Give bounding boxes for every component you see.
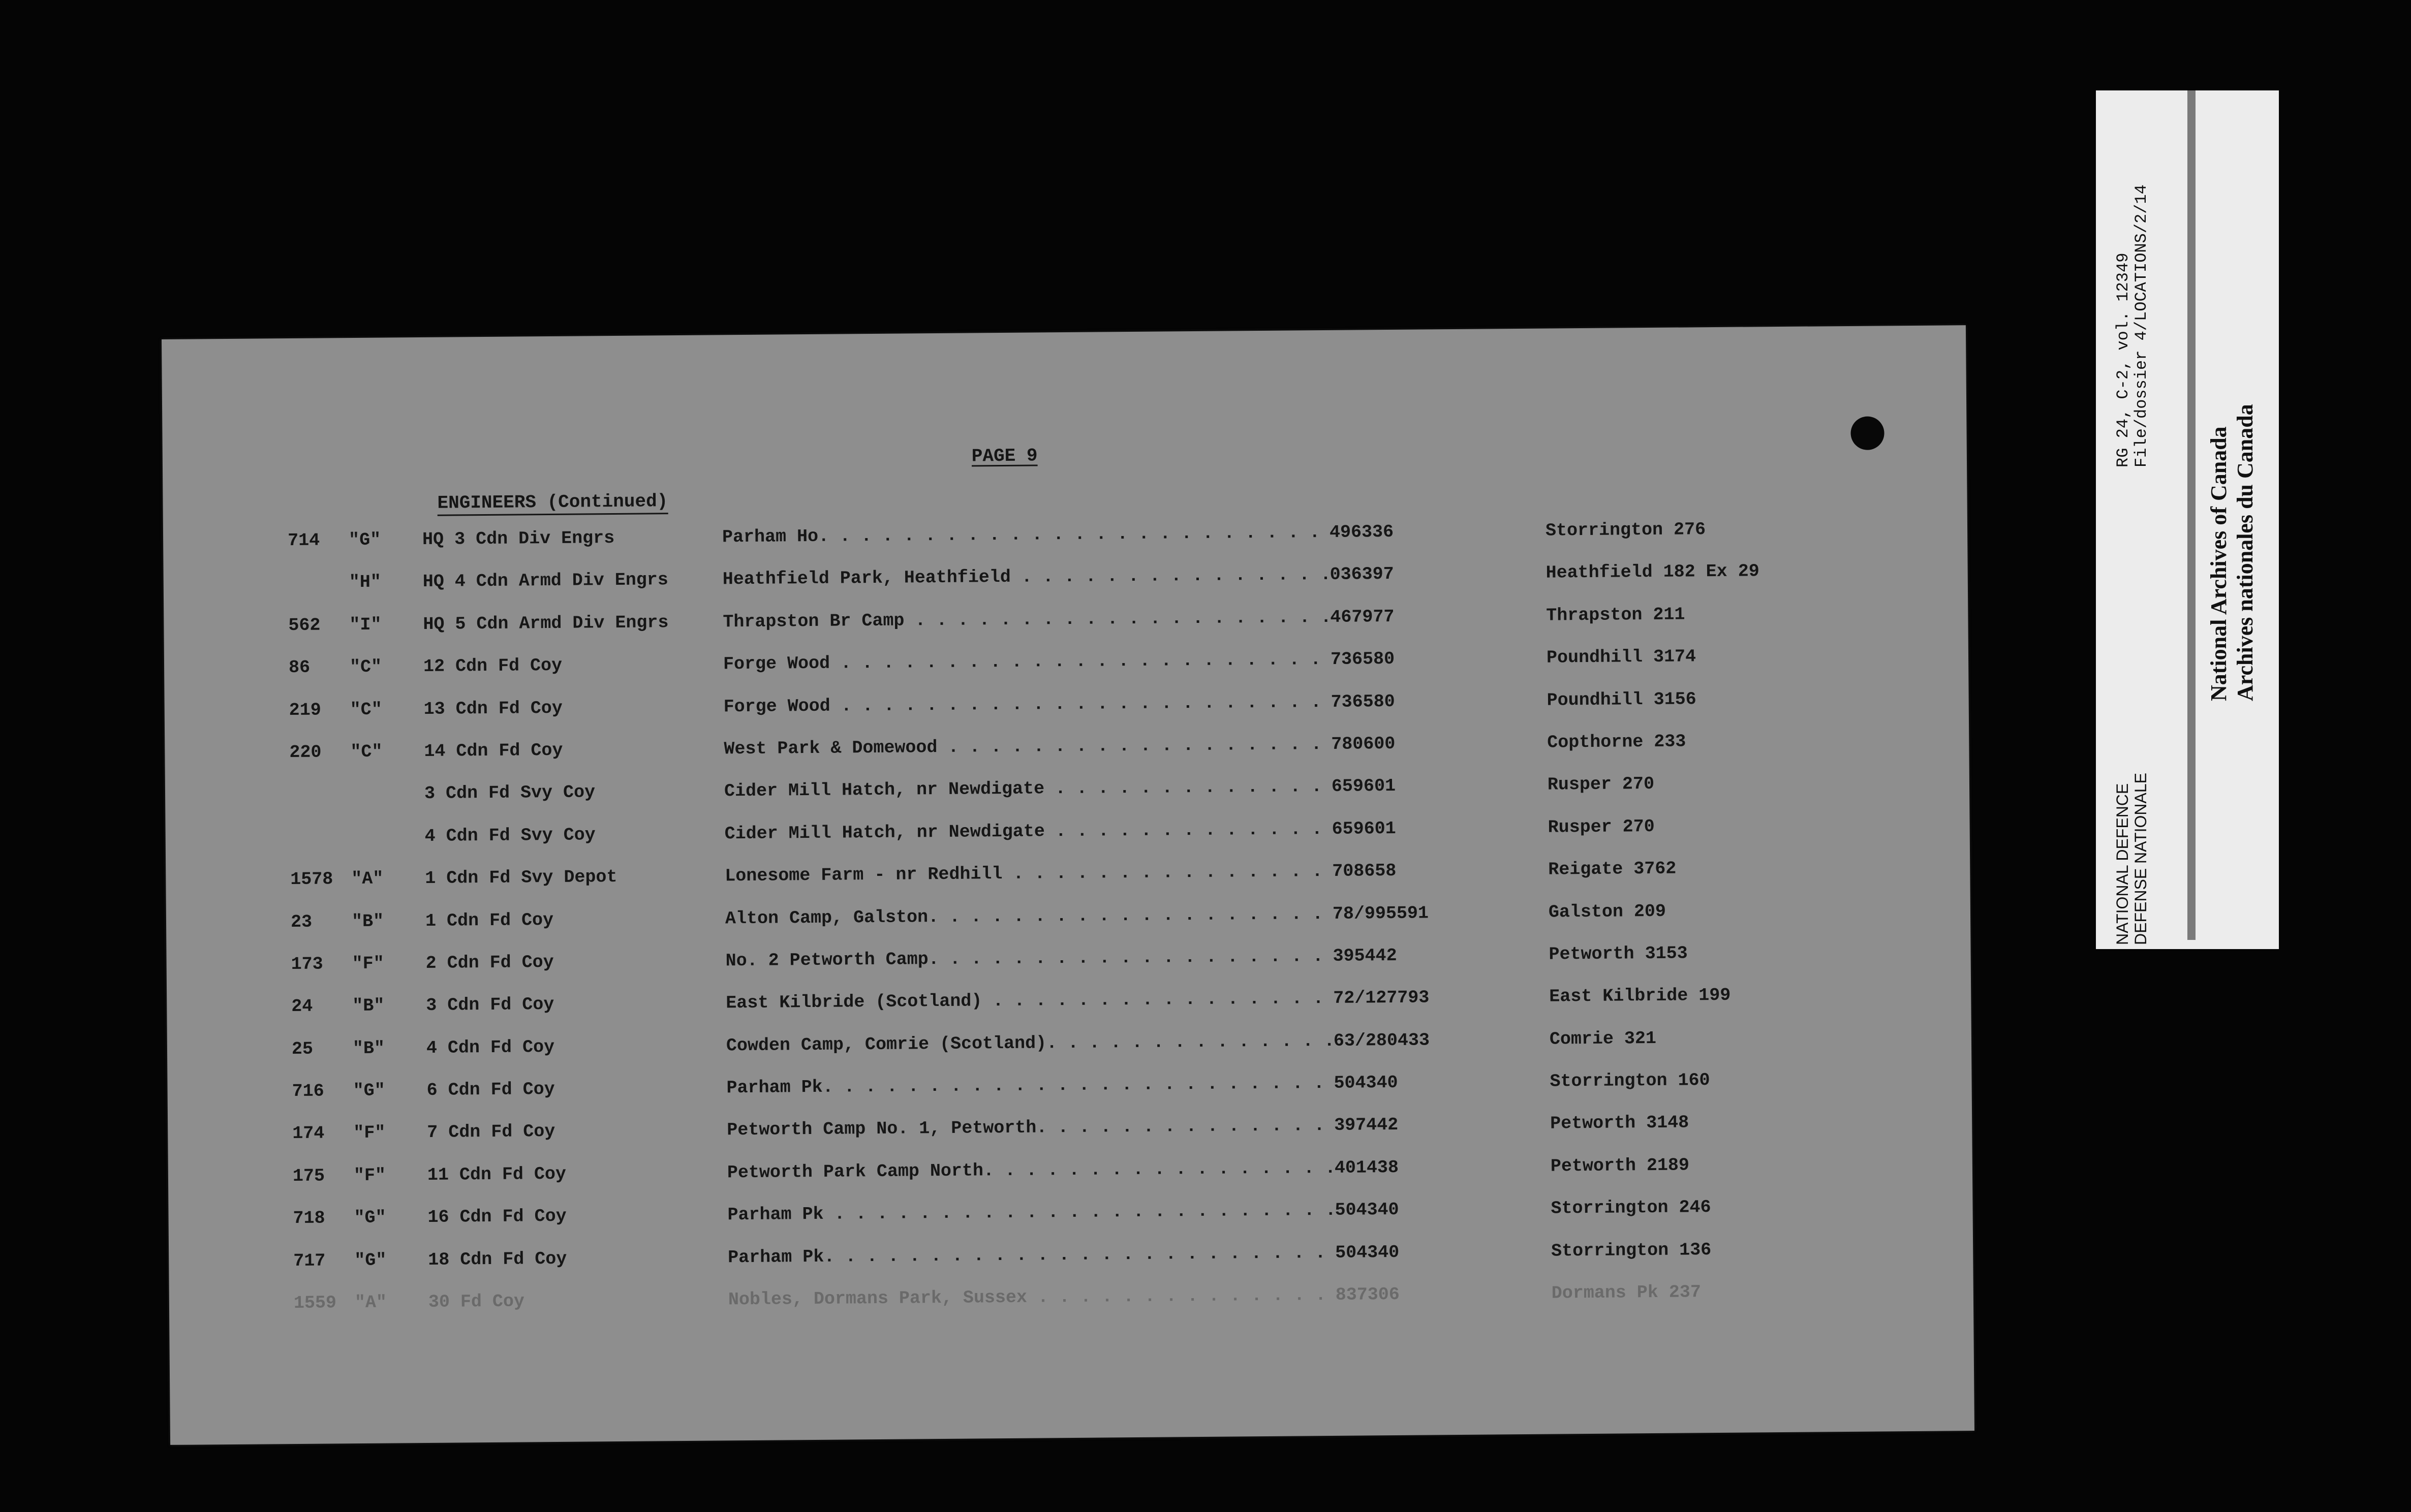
location: Parham Pk. . . . [726, 1073, 1334, 1098]
unit-name: 13 Cdn Fd Coy [423, 698, 563, 719]
map-reference: 736580 [1330, 649, 1395, 670]
telephone: Rusper 270 [1547, 774, 1655, 795]
telephone: Storrington 160 [1550, 1070, 1710, 1092]
unit-number: 220 [289, 742, 322, 763]
unit-name: 16 Cdn Fd Coy [427, 1206, 567, 1228]
document-sheet [162, 325, 1974, 1445]
location: Forge Wood . . . [723, 649, 1331, 674]
telephone: Reigate 3762 [1548, 858, 1677, 880]
map-reference: 504340 [1335, 1200, 1399, 1221]
map-reference: 504340 [1334, 1073, 1398, 1094]
unit-name: 6 Cdn Fd Coy [426, 1079, 555, 1101]
unit-code: "C" [350, 741, 383, 763]
location: Cowden Camp, Comrie (Scotland). . . . [726, 1031, 1334, 1056]
archives-name [2206, 404, 2259, 701]
unit-code: "G" [353, 1080, 385, 1101]
location: Parham Ho. . . . [722, 522, 1330, 547]
location: Parham Pk. . . . [728, 1243, 1335, 1268]
telephone: Petworth 3153 [1549, 943, 1688, 965]
telephone: Poundhill 3174 [1546, 646, 1696, 668]
map-reference: 395442 [1333, 945, 1397, 966]
unit-name: 12 Cdn Fd Coy [423, 655, 563, 677]
unit-name: 14 Cdn Fd Coy [424, 740, 563, 762]
unit-name: HQ 3 Cdn Div Engrs [422, 528, 615, 550]
reference-volume: RG 24, C-2, vol. 12349 [2114, 253, 2132, 467]
unit-code: "B" [352, 1038, 385, 1059]
location: Forge Wood . . . [724, 692, 1331, 717]
unit-location-list [163, 517, 1973, 1336]
unit-code: "B" [351, 911, 384, 932]
unit-name: 1 Cdn Fd Coy [425, 909, 554, 931]
map-reference: 63/280433 [1333, 1030, 1430, 1051]
telephone: Galston 209 [1548, 901, 1666, 923]
department-stamp [2113, 773, 2150, 945]
archives-name-fr: Archives nationales du Canada [2233, 404, 2258, 701]
unit-name: 1 Cdn Fd Svy Depot [425, 867, 617, 889]
unit-name: HQ 5 Cdn Armd Div Engrs [423, 612, 669, 635]
unit-name: 18 Cdn Fd Coy [428, 1248, 567, 1270]
unit-code: "H" [349, 572, 381, 593]
unit-code: "F" [353, 1123, 386, 1144]
unit-number: 716 [292, 1081, 324, 1102]
telephone: Storrington 136 [1551, 1239, 1712, 1262]
unit-code: "G" [348, 529, 381, 551]
map-reference: 467977 [1330, 606, 1395, 627]
unit-number: 714 [287, 530, 320, 551]
map-reference: 837306 [1335, 1284, 1400, 1305]
map-reference: 401438 [1334, 1157, 1399, 1178]
department-fr: DEFENSE NATIONALE [2131, 772, 2150, 945]
unit-number: 23 [290, 911, 313, 932]
reference-file: File/dossier 4/LOCATIONS/2/14 [2132, 184, 2151, 467]
unit-number: 24 [291, 996, 313, 1017]
map-reference: 036397 [1330, 564, 1394, 585]
map-reference: 72/127793 [1333, 987, 1430, 1009]
telephone: Storrington 246 [1551, 1197, 1711, 1219]
telephone: Comrie 321 [1549, 1028, 1657, 1050]
telephone: Rusper 270 [1548, 816, 1655, 838]
location: West Park & Domewood . . . [724, 734, 1331, 759]
unit-number: 174 [292, 1123, 325, 1144]
location: Parham Pk . . . [727, 1200, 1335, 1225]
map-reference: 78/995591 [1332, 902, 1429, 924]
unit-number: 1578 [290, 869, 333, 890]
telephone: Copthorne 233 [1547, 731, 1686, 753]
section-title: ENGINEERS (Continued) [437, 491, 668, 516]
unit-name: 30 Fd Coy [428, 1291, 525, 1312]
map-reference: 736580 [1331, 691, 1395, 712]
location: No. 2 Petworth Camp. . . . [725, 946, 1333, 971]
unit-name: 2 Cdn Fd Coy [425, 952, 554, 973]
unit-number: 1559 [293, 1293, 337, 1314]
map-reference: 397442 [1334, 1115, 1399, 1136]
unit-name: 4 Cdn Fd Svy Coy [424, 825, 596, 846]
location: Thrapston Br Camp . . . [723, 607, 1330, 632]
location: Cider Mill Hatch, nr Newdigate . . . [725, 819, 1332, 844]
unit-number: 718 [293, 1208, 325, 1229]
location: Cider Mill Hatch, nr Newdigate . . . [724, 776, 1332, 801]
unit-code: "F" [352, 953, 384, 974]
unit-code: "F" [353, 1165, 386, 1186]
telephone: East Kilbride 199 [1549, 985, 1731, 1007]
location: Alton Camp, Galston. . . . [725, 903, 1333, 928]
telephone: Petworth 2189 [1550, 1155, 1690, 1177]
location: Lonesome Farm - nr Redhill . . . [725, 861, 1332, 886]
map-reference: 659601 [1331, 776, 1396, 797]
unit-name: 3 Cdn Fd Coy [426, 994, 554, 1016]
unit-number: 219 [289, 700, 321, 720]
unit-number: 25 [291, 1038, 314, 1059]
map-reference: 708658 [1332, 861, 1397, 882]
map-reference: 780600 [1331, 733, 1396, 754]
archives-name-en: National Archives of Canada [2206, 426, 2231, 701]
unit-code: "I" [349, 614, 382, 635]
unit-name: 4 Cdn Fd Coy [426, 1036, 555, 1058]
map-reference: 496336 [1329, 521, 1394, 543]
location: Petworth Camp No. 1, Petworth. . . . [727, 1115, 1334, 1140]
unit-number: 86 [288, 657, 311, 678]
punch-hole [1850, 416, 1884, 450]
unit-number: 717 [293, 1250, 326, 1271]
unit-code: "G" [354, 1207, 386, 1228]
unit-name: 7 Cdn Fd Coy [427, 1121, 555, 1143]
unit-name: 11 Cdn Fd Coy [427, 1163, 567, 1185]
unit-name: 3 Cdn Fd Svy Coy [424, 782, 596, 804]
location: Nobles, Dormans Park, Sussex . . . [728, 1285, 1336, 1310]
unit-number: 175 [292, 1166, 325, 1186]
location: Petworth Park Camp North. . . . [727, 1158, 1335, 1183]
department-en: NATIONAL DEFENCE [2113, 783, 2131, 945]
unit-code: "B" [352, 995, 385, 1017]
telephone: Thrapston 211 [1546, 604, 1685, 626]
map-reference: 659601 [1332, 818, 1396, 839]
unit-number: 173 [291, 954, 323, 974]
location: East Kilbride (Scotland) . . . [726, 988, 1333, 1013]
unit-name: HQ 4 Cdn Armd Div Engrs [422, 570, 669, 592]
unit-number: 562 [288, 615, 321, 636]
unit-code: "A" [354, 1292, 387, 1313]
unit-code: "C" [350, 699, 382, 720]
telephone: Heathfield 182 Ex 29 [1545, 561, 1759, 584]
telephone: Storrington 276 [1545, 519, 1706, 541]
unit-code: "A" [351, 868, 384, 890]
location: Heathfield Park, Heathfield . . . [723, 564, 1330, 589]
telephone: Dormans Pk 237 [1551, 1282, 1702, 1304]
archive-reference [2114, 184, 2151, 467]
map-reference: 504340 [1335, 1242, 1400, 1263]
telephone: Petworth 3148 [1550, 1112, 1689, 1135]
telephone: Poundhill 3156 [1547, 688, 1696, 711]
unit-code: "C" [349, 656, 382, 678]
page-title: PAGE 9 [971, 445, 1038, 467]
label-divider [2187, 90, 2196, 940]
unit-code: "G" [354, 1250, 387, 1271]
